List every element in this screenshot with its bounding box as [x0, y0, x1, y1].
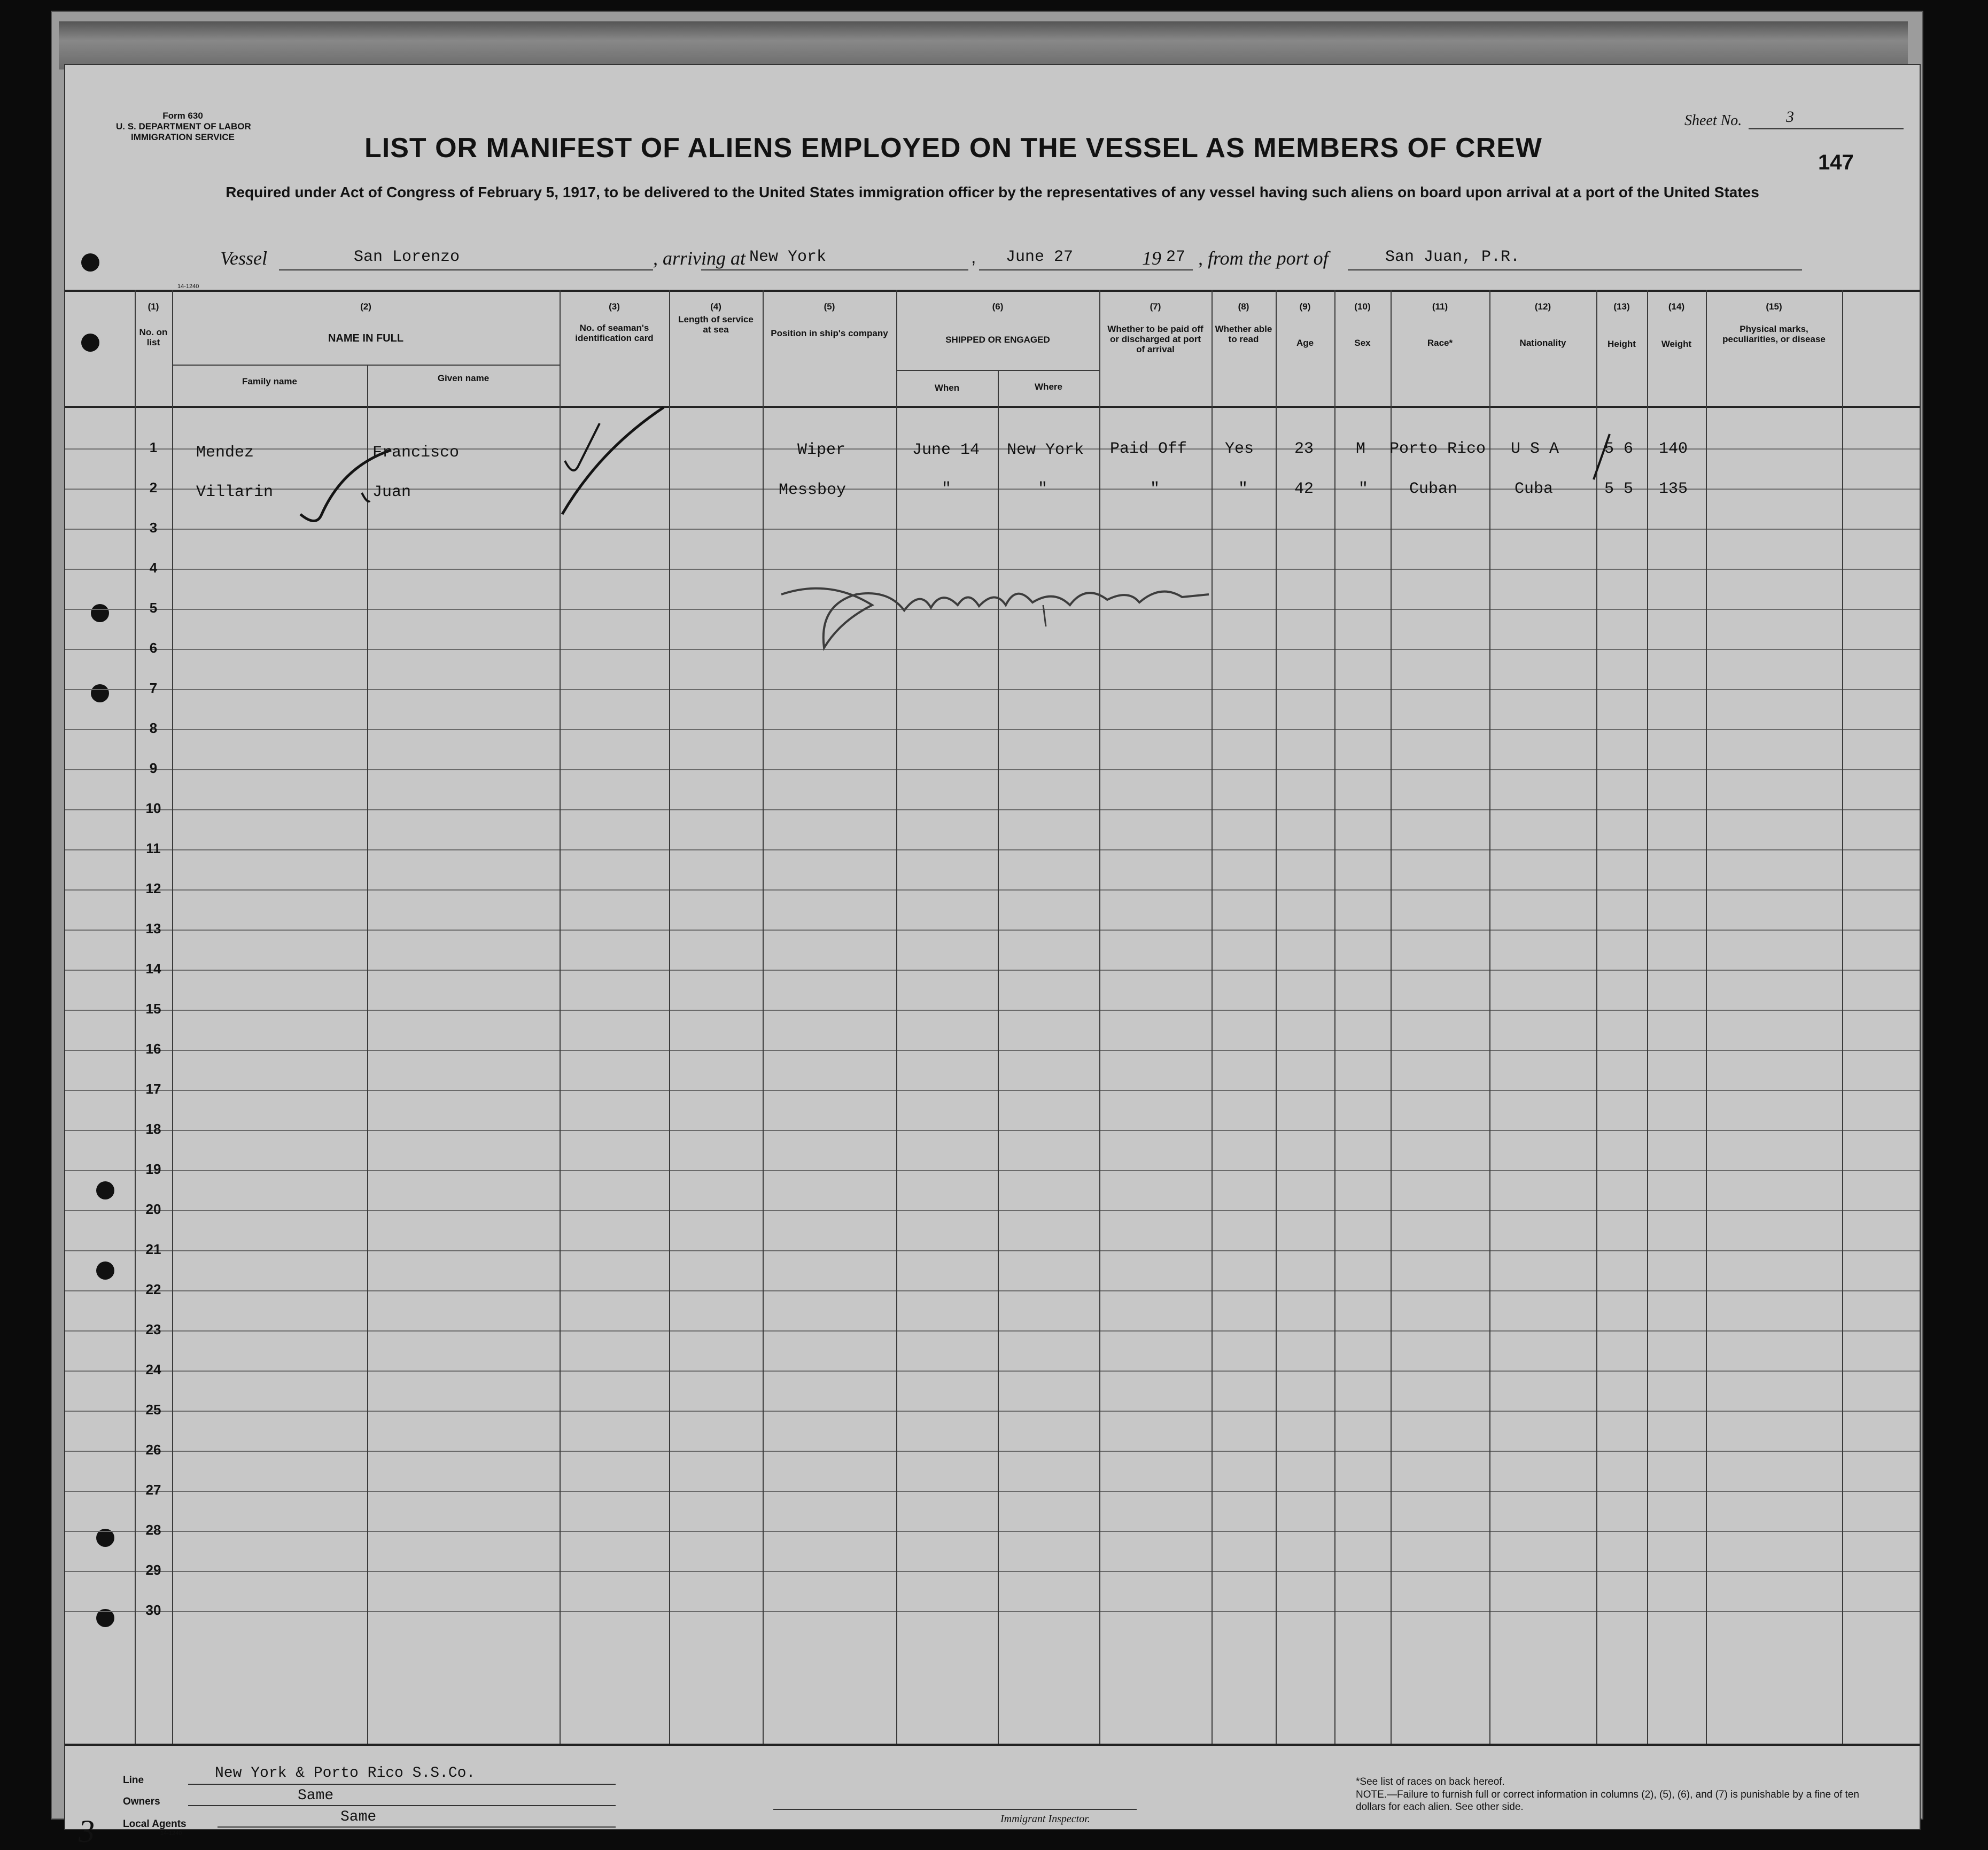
- crew-nationality: U S A: [1511, 440, 1559, 458]
- year-prefix: 19: [1142, 247, 1161, 269]
- page-title: LIST OR MANIFEST OF ALIENS EMPLOYED ON THE VESSEL AS MEMBERS OF CREW: [364, 133, 1542, 164]
- row-number: 2: [149, 479, 158, 496]
- header-age: Age: [1296, 338, 1314, 348]
- crew-able-read: Yes: [1225, 440, 1254, 458]
- row-line: [65, 1451, 1920, 1452]
- row-number: 19: [145, 1161, 161, 1177]
- row-line: [65, 849, 1920, 850]
- row-line: [65, 1170, 1920, 1171]
- crew-paid-off: ": [1150, 480, 1160, 498]
- row-number: 17: [145, 1081, 161, 1097]
- arrival-port: New York: [749, 248, 827, 266]
- header-race: Race*: [1427, 338, 1453, 348]
- form-number: Form 630: [162, 111, 203, 121]
- row-number: 1: [149, 439, 158, 455]
- crew-position: Wiper: [797, 441, 846, 459]
- row-line: [65, 889, 1920, 891]
- row-line: [65, 689, 1920, 690]
- col-number: (1): [147, 301, 159, 312]
- crew-shipped-where: New York: [1007, 441, 1084, 459]
- crew-height: 5 5: [1604, 480, 1634, 498]
- year-suffix: 27: [1166, 248, 1186, 266]
- crew-age: 23: [1294, 440, 1314, 458]
- row-number: 15: [145, 1001, 161, 1017]
- crew-able-read: ": [1238, 480, 1248, 498]
- row-number: 18: [145, 1121, 161, 1137]
- line-label: Line: [123, 1775, 144, 1786]
- row-number: 21: [145, 1241, 161, 1257]
- col-number: (13): [1613, 301, 1630, 312]
- col-number: (4): [710, 301, 721, 312]
- col-number: (6): [992, 301, 1004, 312]
- header-shipped-engaged: SHIPPED OR ENGAGED: [945, 335, 1050, 345]
- crew-shipped-where: ": [1038, 480, 1048, 498]
- check-marks: [65, 290, 1920, 557]
- row-number: 27: [145, 1482, 161, 1498]
- col-number: (7): [1150, 301, 1161, 312]
- header-nationality: Nationality: [1519, 338, 1566, 348]
- department-name: U. S. DEPARTMENT OF LABOR: [116, 121, 251, 131]
- crew-nationality: Cuba: [1515, 480, 1554, 498]
- row-line: [65, 1290, 1920, 1291]
- corner-number: 3: [79, 1814, 95, 1849]
- row-line: [65, 1330, 1920, 1332]
- row-number: 26: [145, 1442, 161, 1458]
- row-number: 16: [145, 1041, 161, 1057]
- row-number: 29: [145, 1562, 161, 1578]
- row-number: 9: [149, 760, 158, 776]
- crew-race: Cuban: [1409, 480, 1458, 498]
- row-number: 28: [145, 1522, 161, 1538]
- row-number: 6: [149, 640, 158, 656]
- row-line: [65, 1611, 1920, 1612]
- row-number: 8: [149, 720, 158, 736]
- col-number: (11): [1432, 301, 1448, 312]
- col-number: (15): [1766, 301, 1782, 312]
- from-port-label: , from the port of: [1198, 247, 1329, 269]
- local-agents-label: Local Agents: [123, 1818, 187, 1830]
- row-number: 3: [149, 520, 158, 536]
- col-number: (2): [360, 301, 371, 312]
- row-line: [65, 1090, 1920, 1091]
- sheet-label: Sheet No.: [1684, 112, 1742, 129]
- sheet-number: 3: [1786, 108, 1794, 126]
- arrival-date: June 27: [1006, 248, 1074, 266]
- page-subtitle: Required under Act of Congress of February 5, 1917, to be delivered to the United States immigration officer by the representatives of any vessel having such aliens on board upon arrival at a port of the United States: [226, 184, 1759, 200]
- vessel-label: Vessel: [220, 247, 267, 269]
- col-number: (9): [1299, 301, 1311, 312]
- crew-family-name: Mendez: [196, 444, 254, 462]
- header-sex: Sex: [1354, 338, 1371, 348]
- row-number: 5: [149, 600, 158, 616]
- penalty-note: NOTE.—Failure to furnish full or correct information in columns (2), (5), (6), and (7) is punishable by a fine of ten dollars for each alien. See other side.: [1356, 1789, 1859, 1813]
- crew-table: [65, 290, 1920, 1744]
- col-number: (8): [1238, 301, 1249, 312]
- crew-paid-off: Paid Off: [1110, 440, 1187, 458]
- form-identifier: [116, 111, 250, 143]
- row-line: [65, 1571, 1920, 1572]
- row-line: [65, 930, 1920, 931]
- page-number: 147: [1818, 151, 1854, 174]
- crew-weight: 135: [1659, 480, 1688, 498]
- row-line: [65, 1050, 1920, 1051]
- races-note: *See list of races on back hereof.: [1356, 1776, 1505, 1787]
- row-number: 12: [145, 880, 161, 896]
- header-physical-marks: Physical marks, peculiarities, or disease: [1722, 324, 1826, 344]
- row-line: [65, 1371, 1920, 1372]
- header-where: Where: [1035, 382, 1062, 392]
- crew-race: Porto Rico: [1389, 440, 1486, 458]
- crew-shipped-when: ": [942, 480, 952, 498]
- header-position: Position in ship's company: [771, 328, 888, 338]
- col-number: (12): [1534, 301, 1551, 312]
- row-number: 10: [145, 800, 161, 816]
- header-height: Height: [1608, 339, 1636, 349]
- row-number: 25: [145, 1402, 161, 1418]
- row-line: [65, 809, 1920, 810]
- crew-age: 42: [1294, 480, 1314, 498]
- header-id-card: No. of seaman's identification card: [575, 323, 654, 343]
- row-number: 7: [149, 680, 158, 696]
- inspector-label: Immigrant Inspector.: [1000, 1813, 1090, 1825]
- owners-value: Same: [298, 1787, 334, 1804]
- row-line: [65, 970, 1920, 971]
- header-weight: Weight: [1661, 339, 1692, 349]
- owners-label: Owners: [123, 1796, 160, 1807]
- row-number: 13: [145, 920, 161, 936]
- row-number: 4: [149, 560, 158, 576]
- crew-position: Messboy: [779, 481, 847, 499]
- row-number: 24: [145, 1361, 161, 1377]
- col-number: (3): [609, 301, 620, 312]
- row-number: 20: [145, 1201, 161, 1217]
- crew-sex: ": [1358, 480, 1369, 498]
- row-number: 22: [145, 1281, 161, 1297]
- row-number: 30: [145, 1602, 161, 1618]
- header-no-on-list: No. on list: [139, 327, 168, 347]
- header-when: When: [934, 383, 960, 393]
- header-given-name: Given name: [437, 373, 490, 383]
- header-able-read: Whether able to read: [1215, 324, 1272, 344]
- row-line: [65, 1531, 1920, 1532]
- crew-given-name: Francisco: [372, 444, 460, 462]
- punch-hole: [81, 253, 99, 272]
- inspector-signature: [765, 573, 1246, 659]
- crew-shipped-when: June 14: [912, 441, 980, 459]
- col-number: (14): [1668, 301, 1685, 312]
- row-line: [65, 1010, 1920, 1011]
- header-paid-off: Whether to be paid off or discharged at port of arrival: [1107, 324, 1203, 354]
- crew-family-name: Villarin: [196, 483, 274, 501]
- crew-weight: 140: [1659, 440, 1688, 458]
- row-line: [65, 1411, 1920, 1412]
- row-line: [65, 1130, 1920, 1131]
- crew-sex: M: [1356, 440, 1366, 458]
- row-line: [65, 769, 1920, 770]
- row-number: 11: [146, 840, 161, 856]
- row-line: [65, 729, 1920, 730]
- col-number: (5): [824, 301, 835, 312]
- row-line: [65, 1491, 1920, 1492]
- header-family-name: Family name: [242, 376, 297, 386]
- row-number: 14: [145, 961, 161, 977]
- print-code: 14-1240: [177, 283, 199, 290]
- binding-strip: [59, 21, 1908, 69]
- vessel-name: San Lorenzo: [354, 248, 460, 266]
- signature-stroke-icon: [765, 573, 1246, 659]
- manifest-page: Form 630 U. S. DEPARTMENT OF LABOR IMMIGRATION SERVICE Sheet No. 3 147 LIST OR MANIFEST OF ALIENS EMPLOYED ON THE VESSEL AS MEMBERS OF CREW Required under Act of Congress of February 5, 1917, to be delivered to the United States immigration officer by the representatives of any vessel having such aliens on board upon arrival at a port of the United States Vessel San Lorenzo , arriving at New York , June 27 19 27 , from the port of San Juan, P.R. 14-1240 (1) (2) (3) (4) (5) (6) (7) (8) (9) (10) (11) (12) (13) (14) (15) No. on list NAME IN FULL Family name Given name No. of seaman's identification card Length of service at sea Position in ship's company SHIPPED OR ENGAGED When Where Whether to be paid off or discharged at port of arrival Whether able to read Age Sex Race* Nationality Height Weight Physical marks, peculiarities, or disease 1 2 3 4 5 6 7 8 9 10 11 12 13 14 15 16 17 18 19 20 21 22 23 24 25 26 27 28 29 30 Mendez Francisco Wiper June 14 New York Paid Off Yes 23 M Porto Rico U S A 5 6 140 Villarin Juan Messboy " " " " 42 " Cuban Cuba 5 5 135 Line New York & Porto Rico S.S.Co. Owners Same Local Agents Same 14-1240 3 Immigrant Inspector. *See list of races on back hereof. NOTE.—Failure to furnish full or correct information in columns (2), (5), (6), and (7) is punishable by a fine of ten dollars for each alien. See other side.: [64, 64, 1921, 1830]
- row-number: 23: [145, 1321, 161, 1337]
- crew-given-name: Juan: [372, 483, 411, 501]
- row-line: [65, 569, 1920, 570]
- row-line: [65, 1210, 1920, 1211]
- header-name-in-full: NAME IN FULL: [328, 332, 404, 344]
- local-agents-value: Same: [340, 1809, 377, 1825]
- shipping-line: New York & Porto Rico S.S.Co.: [215, 1765, 476, 1782]
- col-number: (10): [1354, 301, 1371, 312]
- arriving-label: , arriving at: [653, 247, 746, 269]
- service-name: IMMIGRATION SERVICE: [131, 132, 235, 142]
- crew-height: 5 6: [1604, 440, 1634, 458]
- row-line: [65, 1250, 1920, 1251]
- header-length-service: Length of service at sea: [678, 314, 754, 335]
- footer-print-code: 14-1240: [160, 1830, 182, 1837]
- from-port: San Juan, P.R.: [1385, 248, 1520, 266]
